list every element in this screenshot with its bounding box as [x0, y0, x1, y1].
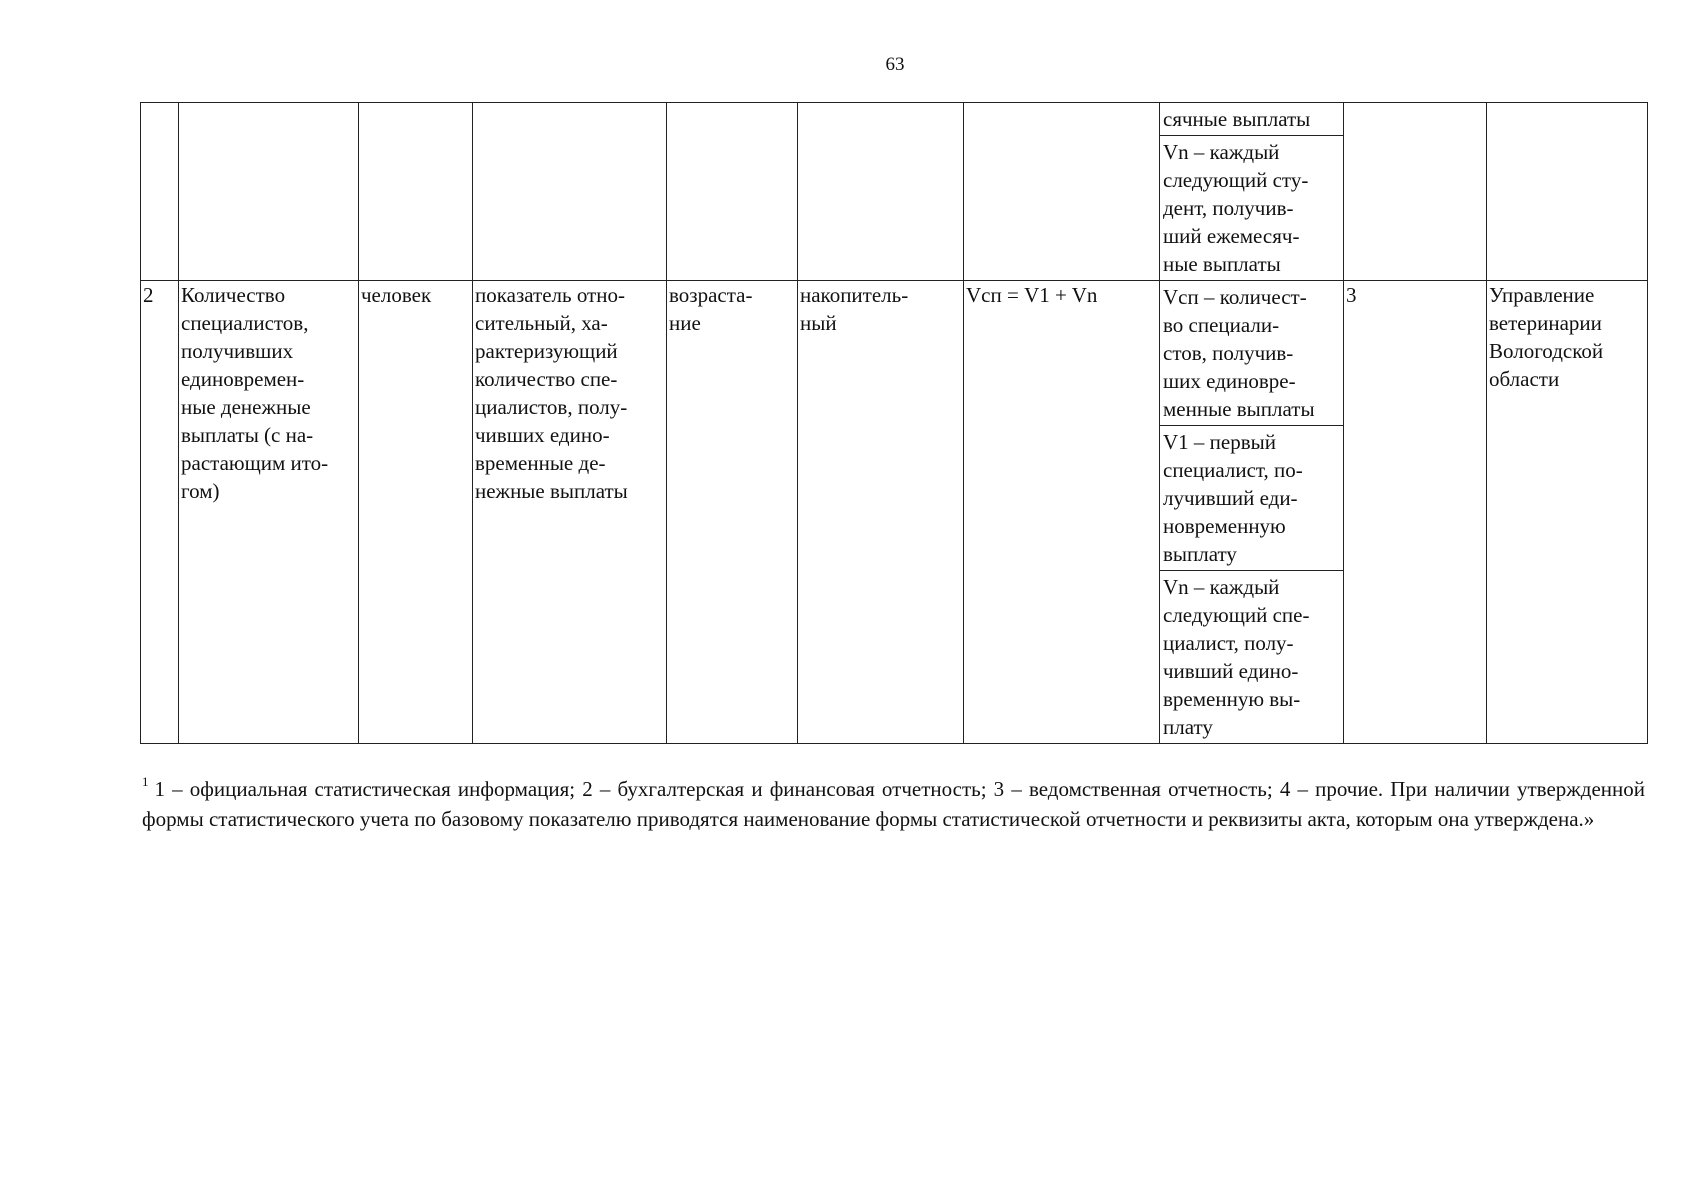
- cell-unit-empty: [359, 103, 473, 281]
- cell-row-number: 2: [141, 281, 179, 744]
- interpretation-part: Vn – каждый следующий спе- циалист, полу- чивший едино- временную вы- плату: [1160, 571, 1344, 744]
- cell-responsible: Управление ветеринарии Вологодской области: [1487, 281, 1648, 744]
- cell-type: накопитель- ный: [798, 281, 964, 744]
- footnote-text: 1 – официальная статистическая информация; 2 – бухгалтерская и финансовая отчетность; 3 – ведомственная отчетность; 4 – прочие. При наличии утвержденной формы статистического учета по базовому показателю приводятся наименование формы статистической отчетности и реквизиты акта, которым она утверждена.»: [142, 777, 1645, 831]
- interpretation-part: V1 – первый специалист, по- лучивший еди- новременную выплату: [1160, 426, 1344, 571]
- page-number: 63: [885, 54, 905, 75]
- cell-num-empty: [141, 103, 179, 281]
- cell-definition-empty: [473, 103, 667, 281]
- cell-type-empty: [798, 103, 964, 281]
- cell-unit: человек: [359, 281, 473, 744]
- cell-indicator-name: Количество специалистов, получивших единовремен- ные денежные выплаты (с на- растающим ито- гом): [179, 281, 359, 744]
- cell-dynamics-empty: [667, 103, 798, 281]
- cell-source-empty: [1344, 103, 1487, 281]
- cell-definition: показатель отно- сительный, ха- рактеризующий количество спе- циалистов, полу- чивших едино- временные де- нежные выплаты: [473, 281, 667, 744]
- table-row: [141, 281, 1648, 426]
- interpretation-part: Vсп – количест- во специали- стов, получив- ших единовре- менные выплаты: [1160, 281, 1344, 426]
- cell-dynamics: возраста- ние: [667, 281, 798, 744]
- interpretation-part: сячные выплаты: [1160, 103, 1344, 136]
- cell-name-empty: [179, 103, 359, 281]
- table-row-continuation: [141, 103, 1648, 136]
- interpretation-part: Vn – каждый следующий сту- дент, получив- ший ежемесяч- ные выплаты: [1160, 136, 1344, 281]
- footnote: [142, 767, 1645, 834]
- indicators-table: [140, 102, 1648, 744]
- footnote-mark: 1: [142, 774, 149, 789]
- cell-source: 3: [1344, 281, 1487, 744]
- cell-formula: Vсп = V1 + Vn: [964, 281, 1160, 744]
- cell-responsible-empty: [1487, 103, 1648, 281]
- cell-formula-empty: [964, 103, 1160, 281]
